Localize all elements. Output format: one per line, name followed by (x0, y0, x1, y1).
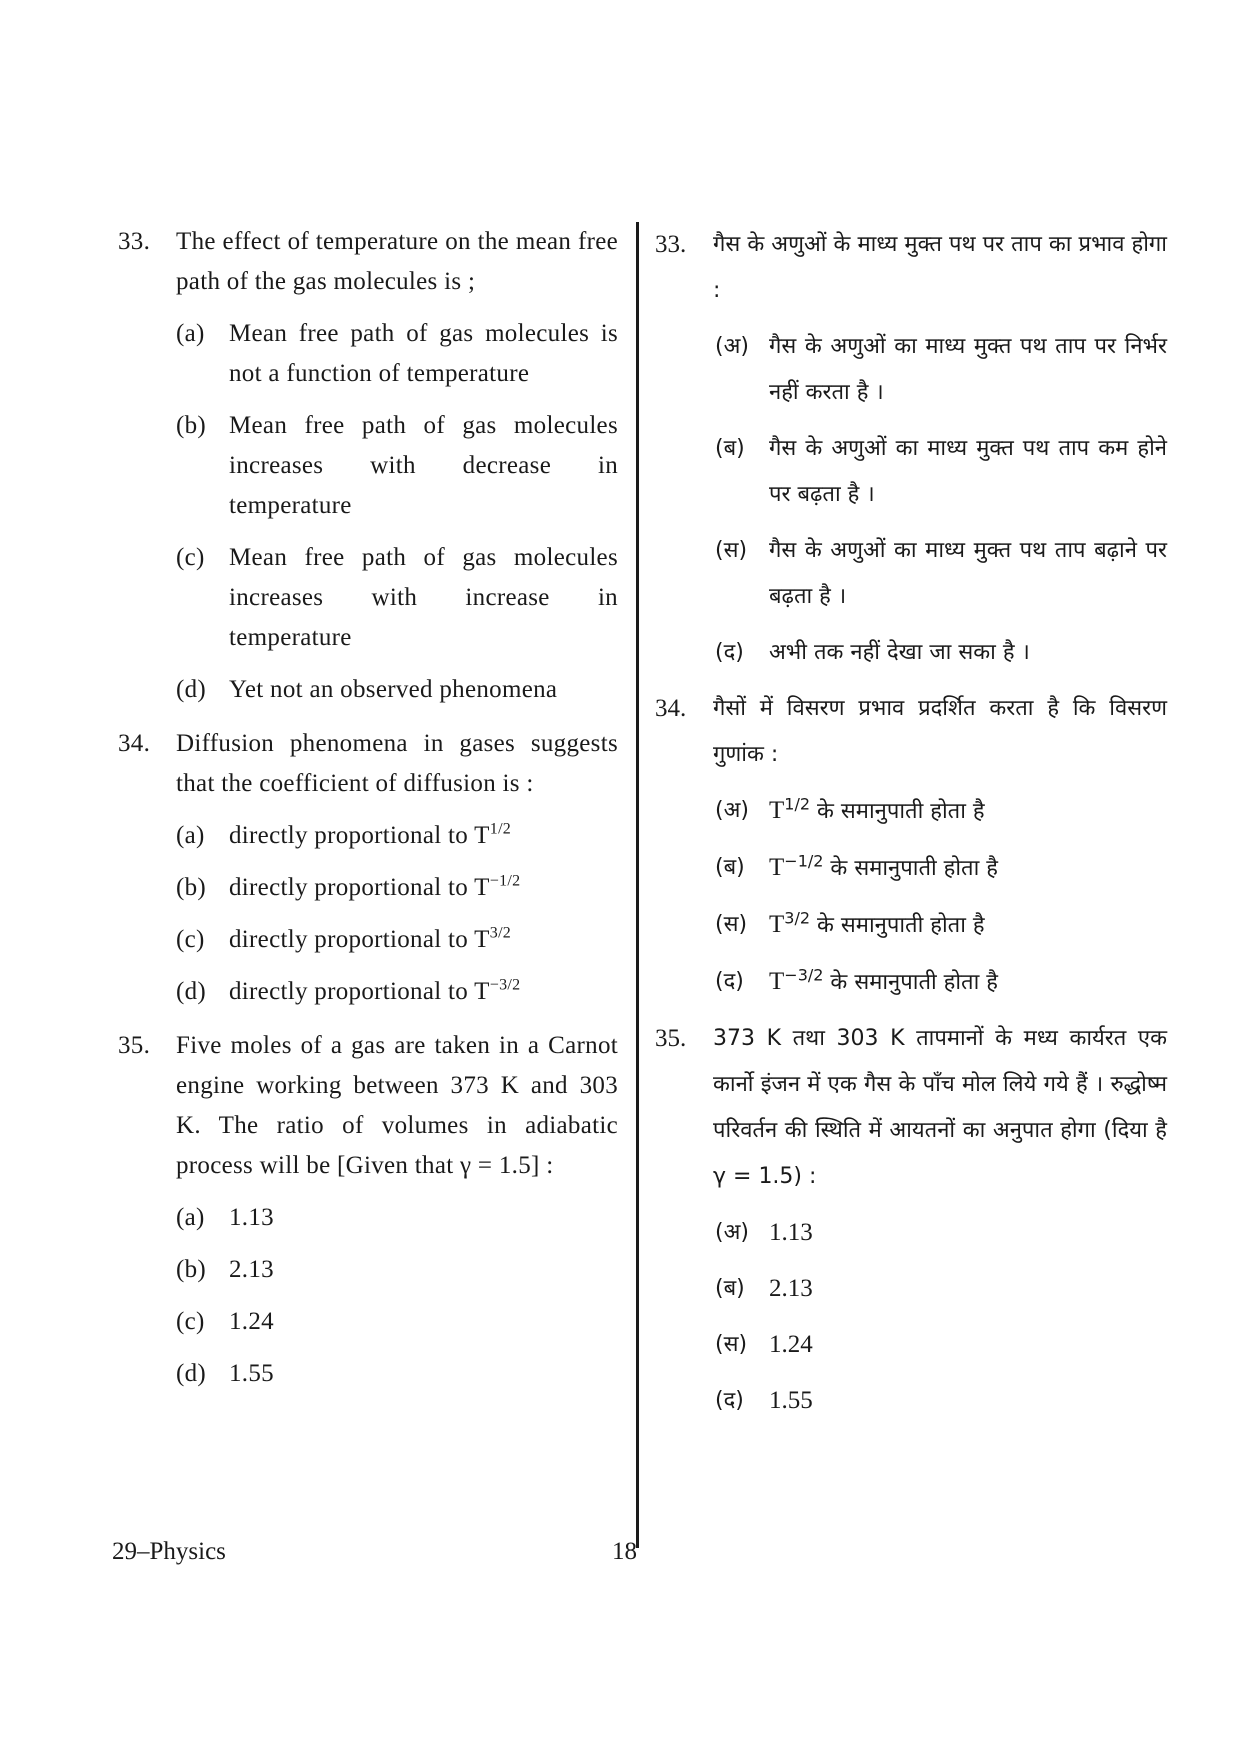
option-a (655, 788, 1167, 835)
option-c (118, 920, 618, 960)
option-base: T (769, 854, 785, 881)
question-text: Diffusion phenomena in gases suggests that the coefficient of diffusion is : (176, 730, 618, 797)
option-c (655, 1322, 1167, 1368)
question-number: 34. (118, 730, 151, 757)
option-label: (b) (176, 874, 207, 901)
option-text: गैस के अणुओं का माध्य मुक्त पथ ताप पर निर्भर नहीं करता है । (769, 334, 1167, 405)
exponent: −3/2 (784, 965, 824, 985)
option-label: (ब) (715, 1276, 745, 1301)
option-label: (a) (176, 320, 205, 347)
question-number: 35. (655, 1025, 687, 1052)
option-text: Mean free path of gas molecules is not a function of temperature (229, 320, 618, 387)
option-d (655, 1378, 1167, 1424)
option-text (229, 868, 618, 908)
option-a (655, 1210, 1167, 1256)
option-d (118, 972, 618, 1012)
question-text: Five moles of a gas are taken in a Carnot engine working between 373 K and 303 K. The ratio of volumes in adiabatic process will be [Given that γ = 1.5] : (176, 1032, 618, 1179)
question-33-hi (655, 222, 1167, 314)
english-column (118, 222, 618, 1394)
page-number: 18 (612, 1538, 637, 1565)
option-label: (a) (176, 1204, 205, 1231)
option-text: 1.13 (229, 1204, 274, 1231)
option-text (769, 788, 1167, 835)
question-text: The effect of temperature on the mean free path of the gas molecules is ; (176, 228, 618, 295)
option-base: T (769, 968, 785, 995)
option-text: 2.13 (769, 1275, 813, 1302)
exponent: −1/2 (784, 851, 824, 871)
option-text: 1.13 (769, 1219, 813, 1246)
option-label: (अ) (715, 1220, 749, 1245)
option-b (118, 1250, 618, 1290)
question-text: गैस के अणुओं के माध्य मुक्त पथ पर ताप का प्रभाव होगा : (713, 232, 1167, 303)
option-label: (ब) (715, 855, 745, 880)
option-label: (d) (176, 978, 207, 1005)
exponent: 3/2 (489, 924, 512, 942)
option-label: (अ) (715, 334, 749, 359)
option-label: (द) (715, 969, 744, 994)
option-a (118, 314, 618, 394)
option-label: (द) (715, 1388, 744, 1413)
option-label: (c) (176, 544, 205, 571)
question-text: 373 K तथा 303 K तापमानों के मध्य कार्यरत एक कार्नो इंजन में एक गैस के पाँच मोल लिये गये हैं । रुद्धोष्म परिवर्तन की स्थिति में आयतनों का अनुपात होगा (दिया है γ = 1.5) : (713, 1026, 1167, 1189)
exponent: 1/2 (489, 820, 512, 838)
option-prefix: directly proportional to T (229, 926, 490, 953)
option-text: 1.24 (229, 1308, 274, 1335)
hindi-column (655, 222, 1167, 1424)
option-prefix: directly proportional to T (229, 822, 490, 849)
option-text (229, 816, 618, 856)
option-b (655, 845, 1167, 892)
option-label: (b) (176, 1256, 207, 1283)
question-34-hi (655, 686, 1167, 778)
option-text (769, 959, 1167, 1006)
option-label: (स) (715, 912, 748, 937)
question-number: 33. (655, 231, 687, 258)
option-label: (ब) (715, 436, 745, 461)
option-text: Mean free path of gas molecules increases with increase in temperature (229, 544, 618, 651)
option-text: 2.13 (229, 1256, 274, 1283)
option-text: गैस के अणुओं का माध्य मुक्त पथ ताप बढ़ाने पर बढ़ता है । (769, 538, 1167, 609)
question-number: 34. (655, 695, 687, 722)
question-35-hi (655, 1016, 1167, 1200)
option-text: Yet not an observed phenomena (229, 676, 558, 703)
option-b (118, 868, 618, 908)
option-b (655, 1266, 1167, 1312)
option-d (118, 670, 618, 710)
exponent: 3/2 (784, 908, 811, 928)
option-d (118, 1354, 618, 1394)
option-b (655, 426, 1167, 518)
option-text (769, 845, 1167, 892)
question-number: 35. (118, 1032, 151, 1059)
option-prefix: directly proportional to T (229, 978, 490, 1005)
footer-subject-code: 29–Physics (112, 1538, 226, 1565)
exponent: −1/2 (489, 872, 521, 890)
question-text: गैसों में विसरण प्रभाव प्रदर्शित करता है कि विसरण गुणांक : (713, 696, 1167, 767)
option-label: (अ) (715, 798, 749, 823)
option-label: (स) (715, 1332, 748, 1357)
question-33-en (118, 222, 618, 302)
option-text: अभी तक नहीं देखा जा सका है । (769, 640, 1030, 665)
column-divider (636, 222, 639, 1548)
option-c (118, 1302, 618, 1342)
option-d (655, 959, 1167, 1006)
option-suffix: के समानुपाती होता है (810, 913, 985, 938)
option-b (118, 406, 618, 526)
option-a (118, 816, 618, 856)
option-suffix: के समानुपाती होता है (823, 970, 998, 995)
exponent: −3/2 (489, 976, 521, 994)
option-text: गैस के अणुओं का माध्य मुक्त पथ ताप कम होने पर बढ़ता है । (769, 436, 1167, 507)
option-text (229, 920, 618, 960)
option-label: (d) (176, 1360, 207, 1387)
option-text (769, 902, 1167, 949)
option-suffix: के समानुपाती होता है (823, 856, 998, 881)
option-a (655, 324, 1167, 416)
option-label: (d) (176, 676, 207, 703)
option-base: T (769, 911, 785, 938)
option-d (655, 630, 1167, 676)
option-text: 1.55 (229, 1360, 274, 1387)
option-label: (द) (715, 640, 744, 665)
option-prefix: directly proportional to T (229, 874, 490, 901)
option-text (229, 972, 618, 1012)
option-text: Mean free path of gas molecules increases with decrease in temperature (229, 412, 618, 519)
option-text: 1.24 (769, 1331, 813, 1358)
question-number: 33. (118, 228, 151, 255)
option-c (655, 528, 1167, 620)
option-label: (a) (176, 822, 205, 849)
option-c (655, 902, 1167, 949)
option-text: 1.55 (769, 1387, 813, 1414)
option-label: (b) (176, 412, 207, 439)
option-c (118, 538, 618, 658)
question-35-en (118, 1026, 618, 1186)
option-label: (c) (176, 926, 205, 953)
option-base: T (769, 797, 785, 824)
option-label: (स) (715, 538, 748, 563)
option-a (118, 1198, 618, 1238)
option-label: (c) (176, 1308, 205, 1335)
question-34-en (118, 724, 618, 804)
exponent: 1/2 (784, 794, 811, 814)
option-suffix: के समानुपाती होता है (810, 799, 985, 824)
